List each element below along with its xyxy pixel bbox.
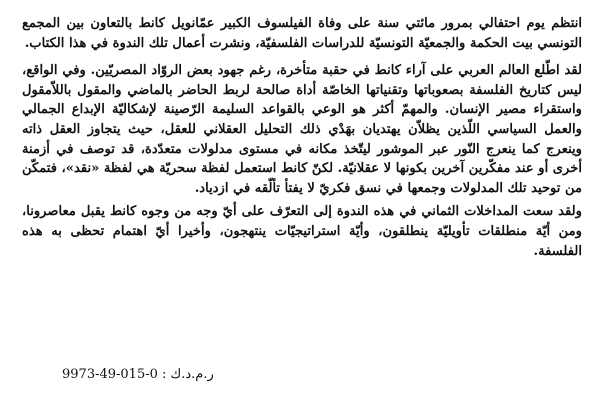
kant-reception-paragraph: لقد اطّلع العالم العربي على آراء كانط في حقبة متأخرة، رغم جهود بعض الروّاد المصريّين. وفي الواقع، ليس كتاريخ الفلسفة بصعوباتها وتقنياتها الخاصّة أداة صالحة لربط الحاضر بالماضي والمقول باللاّمقول واستقراء مصير الإنسان. والمهمّ أكثر هو الوعي بالقواعد السليمة الرّصينة لإشكاليّة الإبداع الجمالي والعمل السياسي اللّذين يظلاّن يهتديان بهَدْي ذلك التحليل العقلاني للعقل، حيث يتجاوز العقل ذاته وينعرج كما ينعرج النّور عبر الموشور ليتّخذ مكانه في مستوى مدلولات متعدّدة، قد توصف في أزمنة أخرى أو عند مفكّرين آخرين بكونها لا عقلانيّة. لكنّ كانط استعمل لفظة سحريّة هي لفظة «نقد»، فتمكّن من توحيد تلك المدلولات وجمعها في نسق فكريّ لا يفتأ تألّقه في ازدياد. bbox=[22, 63, 582, 196]
conference-contributions-paragraph: ولقد سعت المداخلات الثماني في هذه الندوة إلى التعرّف على أيّ وجه من وجوه كانط يقبل معاصرونا، ومن أيّة منطلقات تأويليّة ينطلقون، وأيّة استراتيجيّات ينتهجون، وأخيرا أيّ اهتمام تحظى به هذه الفلسفة. bbox=[22, 204, 582, 259]
isbn-line bbox=[56, 366, 214, 384]
intro-paragraph: انتظم يوم احتفالي بمرور مائتي سنة على وفاة الفيلسوف الكبير عمّانويل كانط بالتعاون بين المجمع التونسي بيت الحكمة والجمعيّة التونسيّة للدراسات الفلسفيّة، ونشرت أعمال تلك الندوة في هذا الكتاب. bbox=[22, 16, 582, 51]
isbn-number: 9973-49-015-0 bbox=[62, 367, 158, 382]
summary-text-block bbox=[22, 14, 582, 261]
isbn-label: ر.م.د.ك : bbox=[162, 367, 214, 382]
